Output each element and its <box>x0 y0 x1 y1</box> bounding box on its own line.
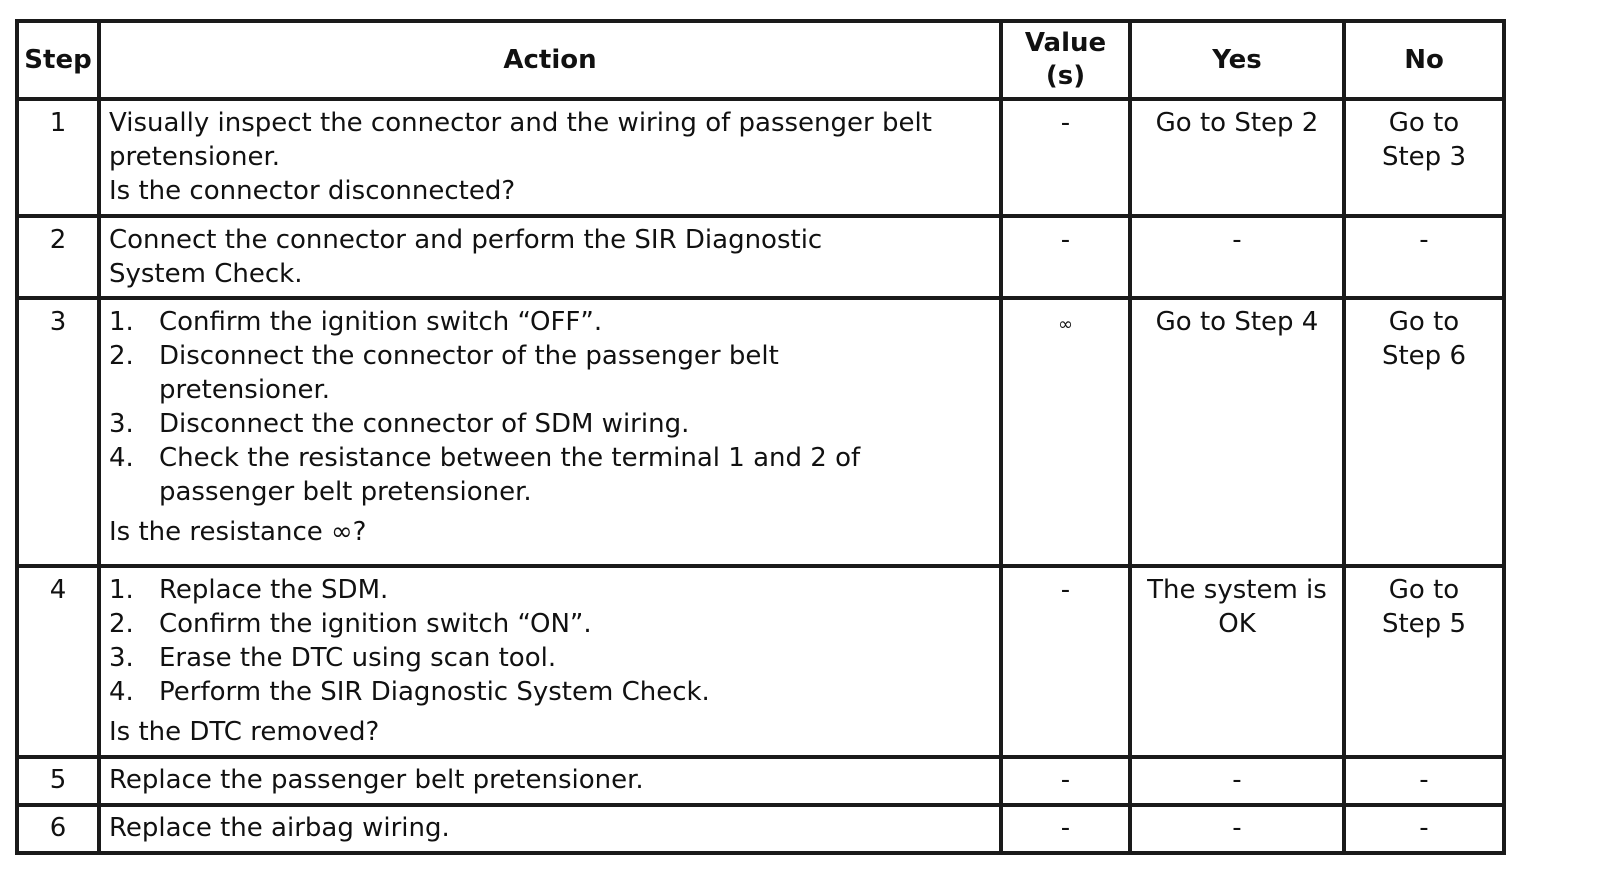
substep-text: Disconnect the connector of SDM wiring. <box>159 409 690 439</box>
substep-number: 3. <box>109 409 134 439</box>
substep-item <box>109 641 991 675</box>
step-number: 5 <box>17 757 99 805</box>
header-no: No <box>1344 21 1504 99</box>
step-number: 3 <box>17 298 99 566</box>
value-cell: - <box>1001 566 1130 757</box>
infinity-value: ∞ <box>1058 314 1073 335</box>
substep-number: 3. <box>109 643 134 673</box>
substep-number: 2. <box>109 609 134 639</box>
action-cell <box>99 99 1001 216</box>
step-number: 4 <box>17 566 99 757</box>
table-row <box>17 805 1504 853</box>
substep-item <box>109 441 991 509</box>
substep-item <box>109 407 991 441</box>
substep-text: Erase the DTC using scan tool. <box>159 643 557 673</box>
no-cell: - <box>1344 805 1504 853</box>
substep-item <box>109 339 991 407</box>
substep-item <box>109 675 991 709</box>
table-row <box>17 216 1504 298</box>
substep-text: Confirm the ignition switch “ON”. <box>159 609 592 639</box>
table-row <box>17 757 1504 805</box>
substep-text: Confirm the ignition switch “OFF”. <box>159 307 603 337</box>
no-cell: - <box>1344 216 1504 298</box>
substep-number: 4. <box>109 443 134 473</box>
action-cell <box>99 566 1001 757</box>
value-cell: - <box>1001 805 1130 853</box>
action-text: Replace the airbag wiring. <box>109 813 450 843</box>
action-cell <box>99 757 1001 805</box>
value-cell: - <box>1001 216 1130 298</box>
action-question: Is the resistance ∞? <box>109 517 367 547</box>
yes-cell: - <box>1130 757 1344 805</box>
substep-text: Replace the SDM. <box>159 575 389 605</box>
step-number: 2 <box>17 216 99 298</box>
substep-number: 1. <box>109 307 134 337</box>
yes-cell: The system is OK <box>1130 566 1344 757</box>
action-text: Visually inspect the connector and the wiring of passenger belt pretensioner. <box>109 108 932 172</box>
step-number: 6 <box>17 805 99 853</box>
action-question: Is the DTC removed? <box>109 717 380 747</box>
value-cell: - <box>1001 99 1130 216</box>
value-cell <box>1001 298 1130 566</box>
no-cell: Go to Step 6 <box>1344 298 1504 566</box>
header-yes: Yes <box>1130 21 1344 99</box>
yes-cell: Go to Step 2 <box>1130 99 1344 216</box>
substep-number: 4. <box>109 677 134 707</box>
substep-item <box>109 573 991 607</box>
yes-cell: Go to Step 4 <box>1130 298 1344 566</box>
substep-item <box>109 607 991 641</box>
substep-list <box>109 305 991 509</box>
action-question: Is the connector disconnected? <box>109 176 516 206</box>
action-text: Replace the passenger belt pretensioner. <box>109 765 644 795</box>
header-action: Action <box>99 21 1001 99</box>
action-cell <box>99 216 1001 298</box>
yes-cell: - <box>1130 805 1344 853</box>
header-value: Value (s) <box>1001 21 1130 99</box>
substep-text: Check the resistance between the terminal 1 and 2 of passenger belt pretensioner. <box>159 443 861 507</box>
table-row <box>17 99 1504 216</box>
table-row <box>17 566 1504 757</box>
yes-cell: - <box>1130 216 1344 298</box>
substep-list <box>109 573 991 709</box>
header-step: Step <box>17 21 99 99</box>
no-cell: Go to Step 3 <box>1344 99 1504 216</box>
action-cell <box>99 298 1001 566</box>
substep-number: 2. <box>109 341 134 371</box>
value-cell: - <box>1001 757 1130 805</box>
substep-text: Perform the SIR Diagnostic System Check. <box>159 677 710 707</box>
diagnostic-table <box>15 19 1506 855</box>
no-cell: Go to Step 5 <box>1344 566 1504 757</box>
table-header-row <box>17 21 1504 99</box>
substep-item <box>109 305 991 339</box>
action-cell <box>99 805 1001 853</box>
action-text: Connect the connector and perform the SIR Diagnostic System Check. <box>109 225 823 289</box>
step-number: 1 <box>17 99 99 216</box>
table-row <box>17 298 1504 566</box>
substep-number: 1. <box>109 575 134 605</box>
no-cell: - <box>1344 757 1504 805</box>
substep-text: Disconnect the connector of the passenger belt pretensioner. <box>159 341 779 405</box>
